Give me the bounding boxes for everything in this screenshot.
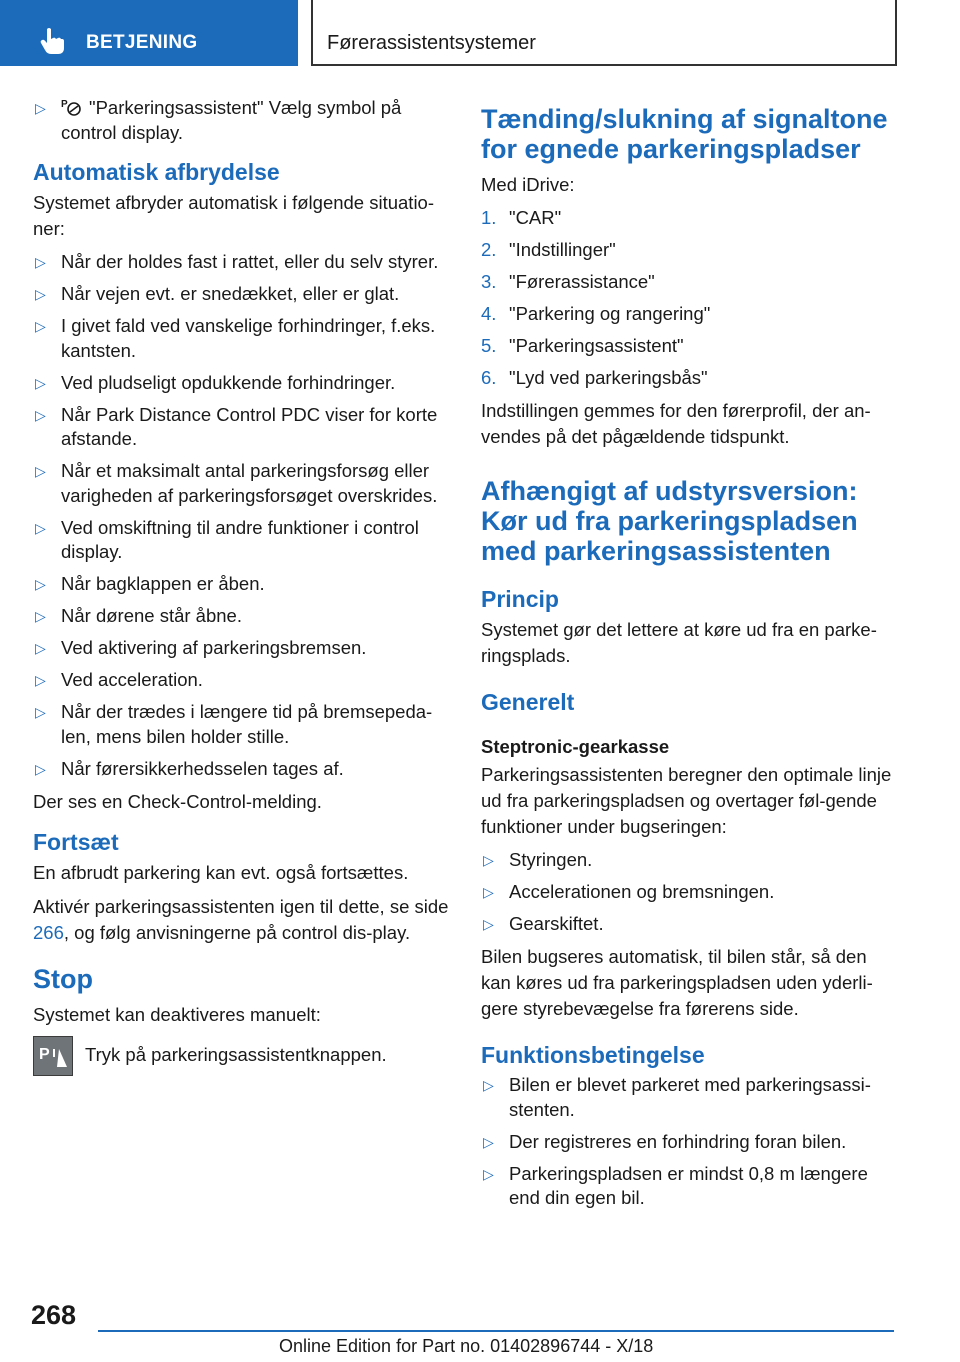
sound-outro: Indstillingen gemmes for den førerprofil, der an‐vendes på det pågældende tidspunkt. (481, 400, 871, 447)
heading-continue: Fortsæt (33, 828, 119, 855)
heading-exit: Afhængigt af udstyrsversion: Kør ud fra parkeringspladsen med parkeringsassistenten (481, 476, 858, 566)
bullet-icon: ▷ (35, 576, 46, 592)
bullet-icon: ▷ (35, 608, 46, 624)
bullet-icon: ▷ (35, 254, 46, 270)
list-item (481, 880, 897, 905)
steptronic-p: Parkeringsassistenten beregner den optimale linje ud fra parkeringspladsen og overtager føl‐gende funktioner under bugseringen: (481, 764, 892, 837)
list-item (33, 459, 449, 508)
list-item (33, 371, 449, 396)
list-item (33, 314, 449, 363)
svg-text:P: P (61, 99, 68, 110)
list-item (481, 848, 897, 873)
step-text: "Førerassistance" (509, 271, 655, 292)
idrive-steps (481, 206, 897, 391)
list-item (33, 403, 449, 452)
bullet-icon: ▷ (35, 704, 46, 720)
list-item (33, 516, 449, 565)
step-text: "Indstillinger" (509, 239, 616, 260)
list-item-text: Ved acceleration. (61, 669, 203, 690)
step-number: 6. (481, 367, 497, 388)
conditions-list (481, 1073, 897, 1211)
list-item (33, 96, 449, 145)
bullet-icon: ▷ (35, 318, 46, 334)
list-item (33, 604, 449, 629)
step-item (481, 270, 897, 295)
continue-p2: Aktivér parkeringsassistenten igen til dette, se side 266, og følg anvisningerne på control dis‐play. (33, 895, 449, 943)
first-item-text: "Parkeringsassistent" Vælg symbol på control display. (61, 97, 402, 143)
bullet-icon: ▷ (483, 852, 494, 868)
step-number: 4. (481, 303, 497, 324)
section-tab (0, 0, 298, 66)
hand-icon (38, 26, 66, 56)
step-item (481, 366, 897, 391)
step-item (481, 206, 897, 231)
list-item (33, 250, 449, 275)
list-item-text: Når vejen evt. er snedækket, eller er glat. (61, 283, 400, 304)
step-text: "CAR" (509, 207, 562, 228)
step-number: 2. (481, 239, 497, 260)
section-title: BETJENING (86, 32, 198, 53)
heading-steptronic: Steptronic-gearkasse (481, 736, 670, 757)
list-item-text: Styringen. (509, 849, 593, 870)
bullet-icon: ▷ (35, 374, 46, 391)
bullet-icon: ▷ (35, 640, 46, 656)
sound-intro: Med iDrive: (481, 174, 575, 195)
list-item-text: Når førersikkerhedsselen tages af. (61, 757, 344, 779)
page-number: 268 (31, 1300, 77, 1330)
heading-stop: Stop (33, 963, 93, 994)
list-item (481, 1130, 897, 1155)
list-item-text: Gearskiftet. (509, 913, 604, 934)
list-item (481, 912, 897, 937)
auto-intro: Systemet afbryder automatisk i følgende situatio‐ner: (33, 192, 435, 239)
step-text: "Lyd ved parkeringsbås" (509, 367, 708, 388)
parking-button-icon (33, 1036, 73, 1076)
principle-p: Systemet gør det lettere at køre ud fra en parke‐ringsplads. (481, 619, 877, 666)
steptronic-outro: Bilen bugseres automatisk, til bilen står, så den kan køres ud fra parkeringspladsen uden yderli‐gere styrebevægelse fra førerens side. (481, 946, 873, 1019)
list-item (33, 636, 449, 661)
list-item (33, 282, 449, 307)
list-item-text: Ved aktivering af parkeringsbremsen. (61, 637, 367, 658)
list-item-text: Når et maksimalt antal parkeringsforsøg eller varigheden af parkeringsforsøget overskrides. (61, 460, 438, 506)
auto-outro: Der ses en Check-Control-melding. (33, 790, 322, 812)
list-item-text: Der registreres en forhindring foran bilen. (509, 1130, 847, 1152)
list-item-text: Når dørene står åbne. (61, 605, 242, 626)
heading-general: Generelt (481, 689, 575, 715)
step-text: "Parkering og rangering" (509, 303, 711, 324)
auto-stop-list (33, 250, 449, 781)
list-item (481, 1162, 897, 1211)
list-item-text: Når der holdes fast i rattet, eller du selv styrer. (61, 251, 439, 272)
bullet-icon: ▷ (35, 672, 46, 688)
list-item-text: Ved omskiftning til andre funktioner i control display. (61, 516, 419, 562)
parking-assistant-icon (61, 97, 83, 117)
list-item (481, 1073, 897, 1122)
continue-p1: En afbrudt parkering kan evt. også fortsættes. (33, 861, 409, 883)
heading-principle: Princip (481, 586, 559, 612)
heading-sound: Tænding/slukning af signaltone for egnede parkeringspladser (481, 104, 888, 164)
list-item-text: Parkeringspladsen er mindst 0,8 m længere end din egen bil. (509, 1162, 868, 1208)
bullet-icon: ▷ (483, 1133, 494, 1150)
bullet-icon: ▷ (35, 760, 46, 777)
left-column (33, 96, 449, 1076)
right-column (481, 104, 897, 1218)
heading-conditions: Funktionsbetingelse (481, 1042, 705, 1068)
bullet-icon: ▷ (35, 100, 46, 116)
bullet-icon: ▷ (35, 519, 46, 536)
chapter-tab (311, 0, 897, 66)
list-item (33, 572, 449, 597)
list-item-text: I givet fald ved vanskelige forhindringer, f.eks. kantsten. (61, 315, 436, 361)
stop-button-text: Tryk på parkeringsassistentknappen. (85, 1043, 387, 1065)
footer-edition: Online Edition for Part no. 01402896744 - X/18 (279, 1336, 654, 1356)
chapter-title: Førerassistentsystemer (327, 32, 536, 54)
steptronic-list (481, 848, 897, 937)
bullet-icon: ▷ (35, 406, 46, 423)
step-number: 1. (481, 207, 497, 228)
list-item-text: Når bagklappen er åben. (61, 573, 265, 594)
first-list (33, 96, 449, 145)
step-text: "Parkeringsassistent" (509, 335, 684, 356)
list-item (33, 757, 449, 782)
footer-rule (98, 1330, 894, 1332)
bullet-icon: ▷ (35, 286, 46, 302)
stop-p: Systemet kan deaktiveres manuelt: (33, 1003, 321, 1025)
bullet-icon: ▷ (483, 884, 494, 900)
list-item (33, 668, 449, 693)
list-item-text: Ved pludseligt opdukkende forhindringer. (61, 371, 396, 393)
bullet-icon: ▷ (483, 916, 494, 932)
page-link-266[interactable]: 266 (33, 921, 64, 943)
step-item (481, 334, 897, 359)
heading-auto-stop: Automatisk afbrydelse (33, 159, 280, 185)
bullet-icon: ▷ (483, 1165, 494, 1182)
step-item (481, 302, 897, 327)
list-item-text: Accelerationen og bremsningen. (509, 881, 775, 902)
step-item (481, 238, 897, 263)
svg-text:P: P (39, 1045, 50, 1063)
list-item-text: Bilen er blevet parkeret med parkeringsassi‐stenten. (509, 1074, 871, 1120)
bullet-icon: ▷ (483, 1077, 494, 1093)
list-item-text: Når der trædes i længere tid på bremsepeda‐len, mens bilen holder stille. (61, 701, 433, 747)
stop-instruction (33, 1036, 449, 1076)
step-number: 5. (481, 335, 497, 356)
bullet-icon: ▷ (35, 463, 46, 479)
list-item-text: Når Park Distance Control PDC viser for korte afstande. (61, 403, 438, 449)
list-item (33, 700, 449, 749)
step-number: 3. (481, 271, 497, 292)
